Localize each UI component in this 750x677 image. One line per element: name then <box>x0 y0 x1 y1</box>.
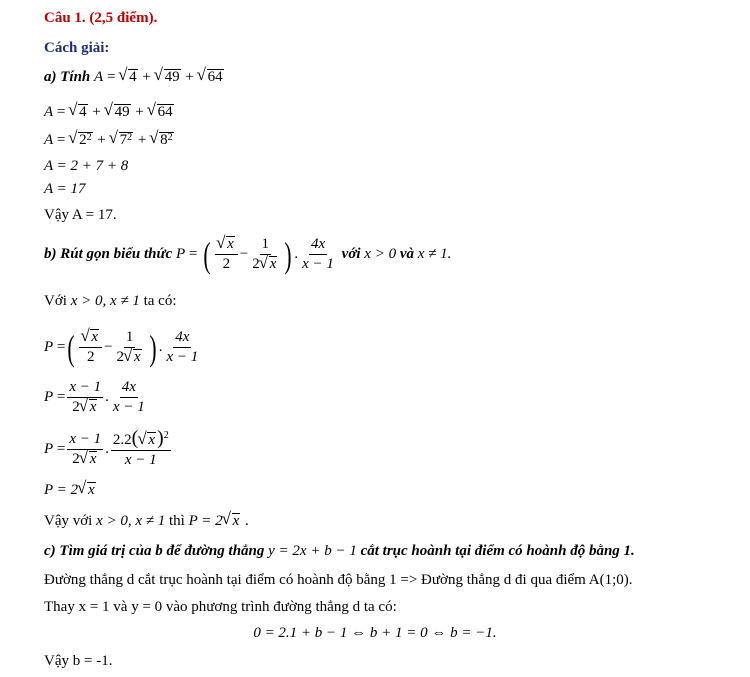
part-b-result: P = 2√ x <box>44 481 97 499</box>
part-a-step-4: A = 17 <box>44 181 86 197</box>
part-a-step-2: A = √ $2^2$ + √ $7^2$ + √ $8^2$ <box>44 131 175 149</box>
part-c-paragraph-2: Thay x = 1 và y = 0 vào phương trình đường thẳng d ta có: <box>44 599 397 615</box>
part-a-title: a) Tính A = √ 4 + √ 49 + √ 64 <box>44 68 225 86</box>
part-b-intro: Với x > 0, x ≠ 1 ta có: <box>44 293 177 309</box>
part-c-equation: 0 = 2.1 + b − 1 ⇔ b + 1 = 0 ⇔ b = −1. <box>253 625 497 641</box>
part-b-step-3: P = $\frac{x - 1}{2√ x}$ . $\frac{2.2(√ x )^2}{x - 1}$ <box>44 425 173 473</box>
part-a-conclusion: Vậy A = 17. <box>44 207 117 223</box>
part-b-conclusion: Vậy với x > 0, x ≠ 1 thì P = 2√ x . <box>44 512 249 530</box>
part-b-step-1: P =( √ $\frac{x}{2}$ − $\frac{1}{2√ x}$ ) . $\frac{4x}{x - 1}$ <box>44 325 202 369</box>
part-c-paragraph-1: Đường thẳng d cắt trục hoành tại điểm có hoành độ bằng 1 => Đường thẳng d đi qua điểm A(1;0). <box>44 572 633 588</box>
question-heading: Câu 1. (2,5 điểm). <box>44 10 158 26</box>
solution-method-label: Cách giải: <box>44 40 110 56</box>
part-a-label: a) Tính <box>44 69 91 85</box>
part-c-title: c) Tìm giá trị của b để đường thẳng y = 2x + b − 1 cắt trục hoành tại điểm có hoành độ bằng 1. <box>44 543 635 559</box>
part-a-step-3: A = 2 + 7 + 8 <box>44 158 129 174</box>
part-c-conclusion: Vậy b = -1. <box>44 653 113 669</box>
part-b-step-2: P = $\frac{x - 1}{2√ x}$ . $\frac{4x}{x - 1}$ <box>44 375 149 419</box>
part-b-title: b) Rút gọn biểu thức P = ( √ $\frac{x}{2}$ − $\frac{1}{2√ x}$ ) . $\frac{4x}{x - 1}$ với x > 0 và x ≠ 1. <box>44 232 451 276</box>
part-b-label: b) Rút gọn biểu thức <box>44 246 173 262</box>
part-a-step-1: A = √ 4 + √ 49 + √ 64 <box>44 103 175 121</box>
